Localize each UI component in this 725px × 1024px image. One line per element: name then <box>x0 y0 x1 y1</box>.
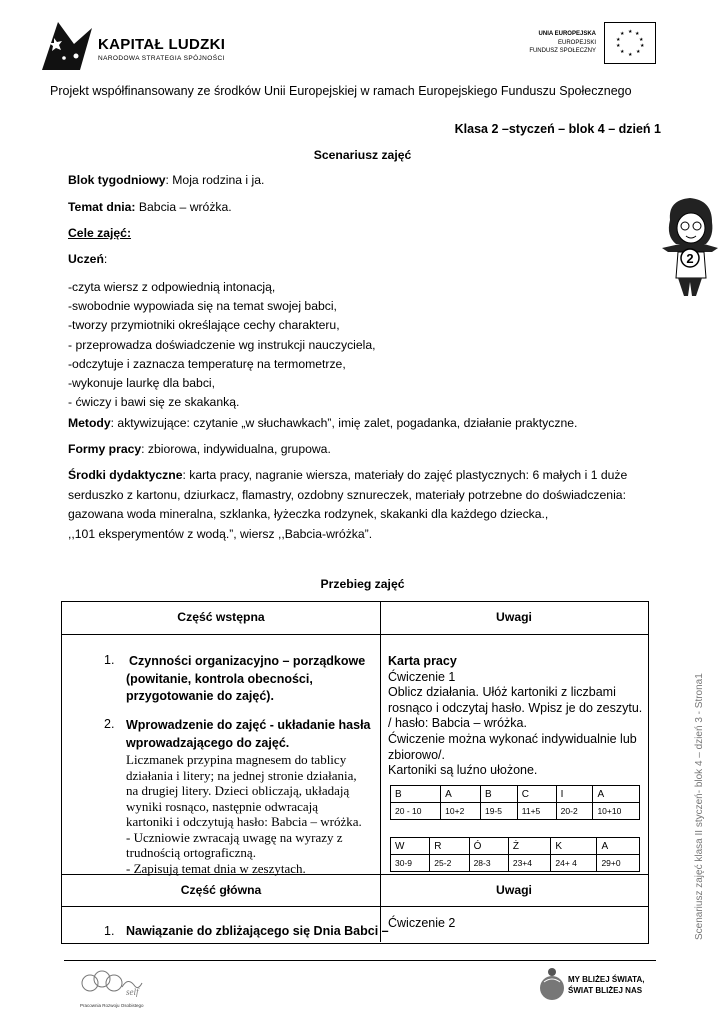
blok-line <box>68 171 658 191</box>
table-header-czesc-wstepna: Część wstępna <box>177 610 265 624</box>
table-header-uwagi: Uwagi <box>496 883 532 897</box>
mascot-badge-number: 2 <box>686 251 694 266</box>
formy-label: Formy pracy <box>68 442 142 456</box>
grid-cell: 29+0 <box>597 855 640 872</box>
letter-grid-1 <box>390 785 640 820</box>
desc-line: - Uczniowie zwracają uwagę na wyrazy z <box>126 829 343 845</box>
item-line: (powitanie, kontrola obecności, <box>126 671 313 686</box>
srodki-text: gazowana woda mineralna, szklanka, łyżeczka rodzynek, skakanki dla każdego dziecka., <box>68 507 549 521</box>
grid-cell: A <box>597 838 640 855</box>
grid-cell: W <box>391 838 430 855</box>
slogan-line-1: MY BLIŻEJ ŚWIATA, <box>568 975 645 984</box>
objective-item: -swobodnie wypowiada się na temat swojej babci, <box>68 299 337 314</box>
srodki-label: Środki dydaktyczne <box>68 468 183 482</box>
item-line: wprowadzającego do zajęć. <box>126 735 290 750</box>
item-number: 1. <box>104 653 115 667</box>
desc-line: Liczmanek przypina magnesem do tablicy <box>126 752 347 767</box>
eu-line-1: UNIA EUROPEJSKA <box>538 31 596 37</box>
child-mascot-icon <box>660 192 720 298</box>
item-wprowadzenie-description <box>126 752 378 876</box>
karta-line: / hasło: Babcia – wróżka. <box>388 716 527 731</box>
desc-line: działania i litery; na jednej stronie działania, <box>126 767 357 783</box>
objective-item: -czyta wiersz z odpowiednią intonacją, <box>68 280 276 294</box>
item-wprowadzenie <box>126 717 371 752</box>
svg-text:self: self <box>126 987 139 997</box>
grid-cell: 20 - 10 <box>391 803 441 820</box>
table-header-czesc-glowna: Część główna <box>180 883 262 897</box>
cele-label: Cele zajęć: <box>68 226 132 240</box>
svg-text:★: ★ <box>628 52 633 58</box>
footer-divider <box>64 960 656 961</box>
svg-text:★: ★ <box>628 29 633 35</box>
eu-label <box>520 30 596 56</box>
grid-cell: 10+2 <box>441 803 481 820</box>
karta-title: Karta pracy <box>388 654 457 668</box>
grid-cell: A <box>593 786 640 803</box>
eu-line-3: FUNDUSZ SPOŁECZNY <box>529 48 596 54</box>
slogan-line-2: ŚWIAT BLIŻEJ NAS <box>568 986 643 995</box>
desc-line: - Zapisują temat dnia w zeszytach. <box>126 860 306 876</box>
srodki-text: serduszko z kartonu, dziurkacz, flamastry, ozdobny sznureczek, materiały potrzebne do doświadczenia: <box>68 487 626 502</box>
grid-cell: 28-3 <box>469 855 508 872</box>
srodki-text: : karta pracy, nagranie wiersza, materiały do zajęć plastycznych: 6 małych i 1 duże <box>182 468 628 482</box>
karta-pracy-block <box>388 654 643 779</box>
uczen-line <box>68 250 658 270</box>
globe-person-icon <box>538 966 566 1006</box>
svg-text:★: ★ <box>635 31 640 37</box>
desc-line: kartoniki i odczytują hasło: Babcia – wróżka. <box>126 814 362 829</box>
cele-line <box>68 224 658 244</box>
karta-line: Ćwiczenie można wykonać indywidualnie lub <box>388 731 637 746</box>
item-organizacyjne <box>126 653 365 706</box>
objectives-list <box>68 278 376 412</box>
srodki-text: ,,101 eksperymentów z wodą.”, wiersz ,,Babcia-wróżka”. <box>68 526 373 541</box>
objective-item: - przeprowadza doświadczenie wg instrukcji nauczyciela, <box>68 337 376 352</box>
logo-subtitle: NARODOWA STRATEGIA SPÓJNOŚCI <box>98 55 225 62</box>
svg-text:★: ★ <box>620 31 625 37</box>
formy-line <box>68 440 658 460</box>
grid-cell: C <box>517 786 556 803</box>
objective-item: - ćwiczy i bawi się ze skakanką. <box>68 395 240 410</box>
uczen-label: Uczeń <box>68 252 104 266</box>
desc-line: wyniki rosnąco, następnie odwracają <box>126 798 319 814</box>
objective-item: -odczytuje i zaznacza temperaturę na termometrze, <box>68 356 346 371</box>
srodki-block <box>68 466 668 544</box>
blok-label: Blok tygodniowy <box>68 173 166 187</box>
grid-cell: R <box>430 838 469 855</box>
grid-cell: 19-5 <box>480 803 517 820</box>
svg-text:★: ★ <box>636 49 641 55</box>
grid-letter-row <box>391 838 640 855</box>
grid-number-row <box>391 855 640 872</box>
svg-text:★: ★ <box>640 43 645 49</box>
metody-label: Metody <box>68 416 111 430</box>
svg-text:★: ★ <box>616 43 621 49</box>
desc-line: na drugiej litery. Dzieci obliczają, układają <box>126 783 350 798</box>
blok-value: : Moja rodzina i ja. <box>165 173 265 187</box>
svg-text:★: ★ <box>616 37 621 43</box>
side-page-caption: Scenariusz zajęć klasa II styczeń- blok 4 – dzień 3 - Strona1 <box>694 673 705 940</box>
eu-flag-icon <box>604 22 656 64</box>
item-number: 1. <box>104 924 115 938</box>
item-line: przygotowanie do zajęć). <box>126 689 274 703</box>
item-line: Wprowadzenie do zajęć - układanie hasła <box>126 718 371 732</box>
uczen-colon: : <box>103 252 108 266</box>
karta-line: Oblicz działania. Ułóż kartoniki z liczbami <box>388 685 616 700</box>
objective-item: -tworzy przymiotniki określające cechy charakteru, <box>68 318 340 333</box>
temat-line <box>68 198 658 218</box>
table-header-uwagi: Uwagi <box>496 610 532 624</box>
project-cofinance-line: Projekt współfinansowany ze środków Unii Europejskiej w ramach Europejskiego Funduszu Społecznego <box>50 84 632 98</box>
table-row-divider <box>61 634 648 635</box>
karta-line: zbiorowo/. <box>388 747 445 762</box>
grid-cell: 11+5 <box>517 803 556 820</box>
document-title: Scenariusz zajęć <box>313 148 412 162</box>
grid-number-row <box>391 803 640 820</box>
eu-line-2: EUROPEJSKI <box>557 39 596 46</box>
table-row-divider <box>61 906 648 907</box>
grid-cell: Ż <box>508 838 551 855</box>
grid-cell: B <box>480 786 517 803</box>
grid-cell: Ó <box>469 838 508 855</box>
cwiczenie-2-label: Ćwiczenie 2 <box>388 916 456 930</box>
kapital-ludzki-logo-icon <box>40 18 94 72</box>
letter-grid-2 <box>390 837 640 872</box>
svg-text:★: ★ <box>639 37 644 43</box>
grid-cell: 10+10 <box>593 803 640 820</box>
grid-letter-row <box>391 786 640 803</box>
objective-item: -wykonuje laurkę dla babci, <box>68 376 216 391</box>
self-logo-icon <box>78 965 144 1007</box>
grid-cell: K <box>551 838 597 855</box>
karta-line: rosnąco i odczytaj hasło. Wpisz je do zeszytu. <box>388 700 643 715</box>
metody-value: : aktywizujące: czytanie „w słuchawkach”, imię zalet, pogadanka, działanie praktyczne. <box>110 416 578 430</box>
grid-cell: 24+ 4 <box>551 855 597 872</box>
metody-line <box>68 414 658 434</box>
item-line: Czynności organizacyjno – porządkowe <box>129 654 366 668</box>
karta-line: Ćwiczenie 1 <box>388 669 456 684</box>
footer-right-slogan <box>568 974 644 996</box>
footer-left-caption: Pracownia Rozwoju Osobistego <box>80 1003 144 1008</box>
temat-value: Babcia – wróżka. <box>135 200 232 214</box>
grid-cell: A <box>441 786 481 803</box>
grid-cell: 23+4 <box>508 855 551 872</box>
srodki-line <box>68 466 668 486</box>
svg-text:★: ★ <box>620 49 625 55</box>
grid-cell: 30-9 <box>391 855 430 872</box>
grid-cell: I <box>556 786 593 803</box>
class-line: Klasa 2 –styczeń – blok 4 – dzień 1 <box>454 122 661 136</box>
item-number: 2. <box>104 717 115 731</box>
karta-line: Kartoniki są luźno ułożone. <box>388 763 538 778</box>
grid-cell: 25-2 <box>430 855 469 872</box>
item-dzien-babci: Nawiązanie do zbliżającego się Dnia Babci – <box>126 924 389 938</box>
przebieg-title: Przebieg zajęć <box>320 577 405 591</box>
grid-cell: 20-2 <box>556 803 593 820</box>
grid-cell: B <box>391 786 441 803</box>
logo-title: KAPITAŁ LUDZKI <box>98 36 226 53</box>
temat-label: Temat dnia: <box>68 200 136 214</box>
desc-line: trudnością ortograficzną. <box>126 845 256 860</box>
formy-value: : zbiorowa, indywidualna, grupowa. <box>141 442 331 456</box>
